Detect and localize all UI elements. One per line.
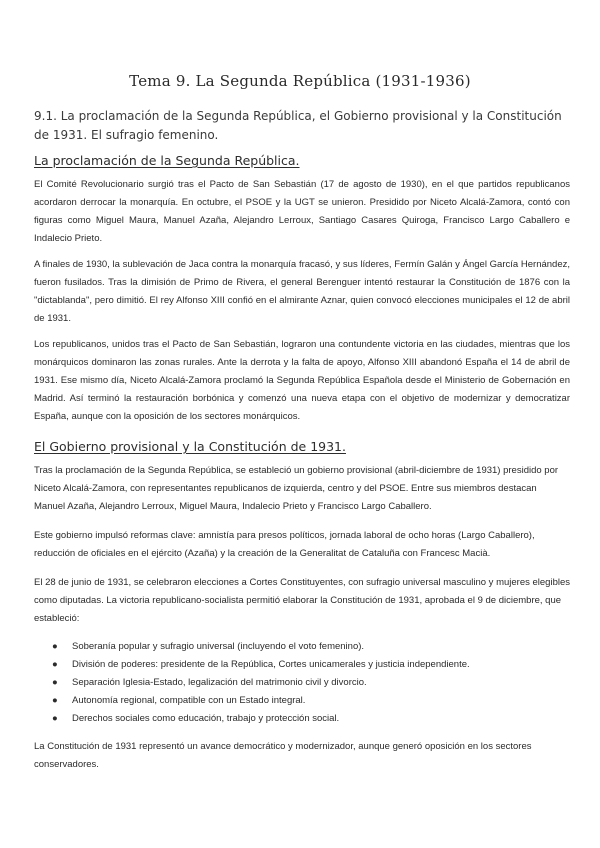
list-item-text: Soberanía popular y sufragio universal (incluyendo el voto femenino). [72,641,365,652]
list-item [52,674,572,692]
list-item-text: Autonomía regional, compatible con un Estado integral. [72,695,306,706]
list-item-text: Separación Iglesia-Estado, legalización del matrimonio civil y divorcio. [72,677,367,688]
bullet-icon: ● [52,659,58,670]
paragraph-conclusion: La Constitución de 1931 representó un avance democrático y modernizador, aunque generó oposición en los sectores conservadores. [34,741,532,770]
list-item [52,692,572,710]
list-item-text: División de poderes: presidente de la República, Cortes unicamerales y justicia independiente. [72,659,470,670]
paragraph-comite: El Comité Revolucionario surgió tras el Pacto de San Sebastián (17 de agosto de 1930), en el que partidos republicanos acordaron derrocar la monarquía. En octubre, el PSOE y la UGT se unieron. Presidido por Niceto Alcalá-Zamora, contó con figuras como Miguel Maura, Manuel Azaña, Alejandro Lerroux, Santiago Casares Quiroga, Francisco Largo Caballero e Indalecio Prieto. [34,179,570,244]
list-item [52,656,572,674]
bullet-icon: ● [52,695,58,706]
list-item-text: Derechos sociales como educación, trabajo y protección social. [72,713,340,724]
bullet-icon: ● [52,641,58,652]
paragraph-elecciones: Los republicanos, unidos tras el Pacto de San Sebastián, lograron una contundente victoria en las ciudades, mientras que los monárquicos dominaron las zonas rurales. Ante la derrota y la falta de apoyo, Alfonso XIII abandonó España el 14 de abril de 1931. Ese mismo día, Niceto Alcalá-Zamora proclamó la Segunda República Española desde el Ministerio de Gobernación en Madrid. Así terminó la restauración borbónica y comenzó una nueva etapa con el objetivo de modernizar y democratizar España, aunque con la oposición de los sectores monárquicos. [34,339,570,422]
paragraph-reformas: Este gobierno impulsó reformas clave: amnistía para presos políticos, jornada laboral de ocho horas (Largo Caballero), reducción de oficiales en el ejército (Azaña) y la creación de la Generalitat de Cataluña con Francesc Macià. [34,530,535,559]
section-subtitle: 9.1. La proclamación de la Segunda República, el Gobierno provisional y la Constitución de 1931. El sufragio femenino. [34,109,562,142]
heading-gobierno-provisional: El Gobierno provisional y la Constitución de 1931. [34,439,346,454]
bullet-icon: ● [52,713,58,724]
paragraph-gobierno: Tras la proclamación de la Segunda República, se estableció un gobierno provisional (abril-diciembre de 1931) presidido por Niceto Alcalá-Zamora, con representantes republicanos de izquierda, centro y del PSOE. Entre sus miembros destacan Manuel Azaña, Alejandro Lerroux, Miguel Maura, Indalecio Prieto y Francisco Largo Caballero. [34,465,559,512]
list-item [52,710,572,728]
page-title: Tema 9. La Segunda República (1931-1936) [129,72,471,90]
list-item [52,638,572,656]
bullet-icon: ● [52,677,58,688]
heading-proclamacion: La proclamación de la Segunda República. [34,153,300,168]
paragraph-cortes: El 28 de junio de 1931, se celebraron elecciones a Cortes Constituyentes, con sufragio universal masculino y mujeres elegibles como diputadas. La victoria republicano-socialista permitió elaborar la Constitución de 1931, aprobada el 9 de diciembre, que estableció: [34,577,570,624]
constitution-list [52,638,572,728]
paragraph-jaca: A finales de 1930, la sublevación de Jaca contra la monarquía fracasó, y sus líderes, Fermín Galán y Ángel García Hernández, fueron fusilados. Tras la dimisión de Primo de Rivera, el general Berenguer intentó restaurar la Constitución de 1876 con la "dictablanda", pero dimitió. El rey Alfonso XIII confió en el almirante Aznar, quien convocó elecciones municipales el 12 de abril de 1931. [34,259,570,324]
